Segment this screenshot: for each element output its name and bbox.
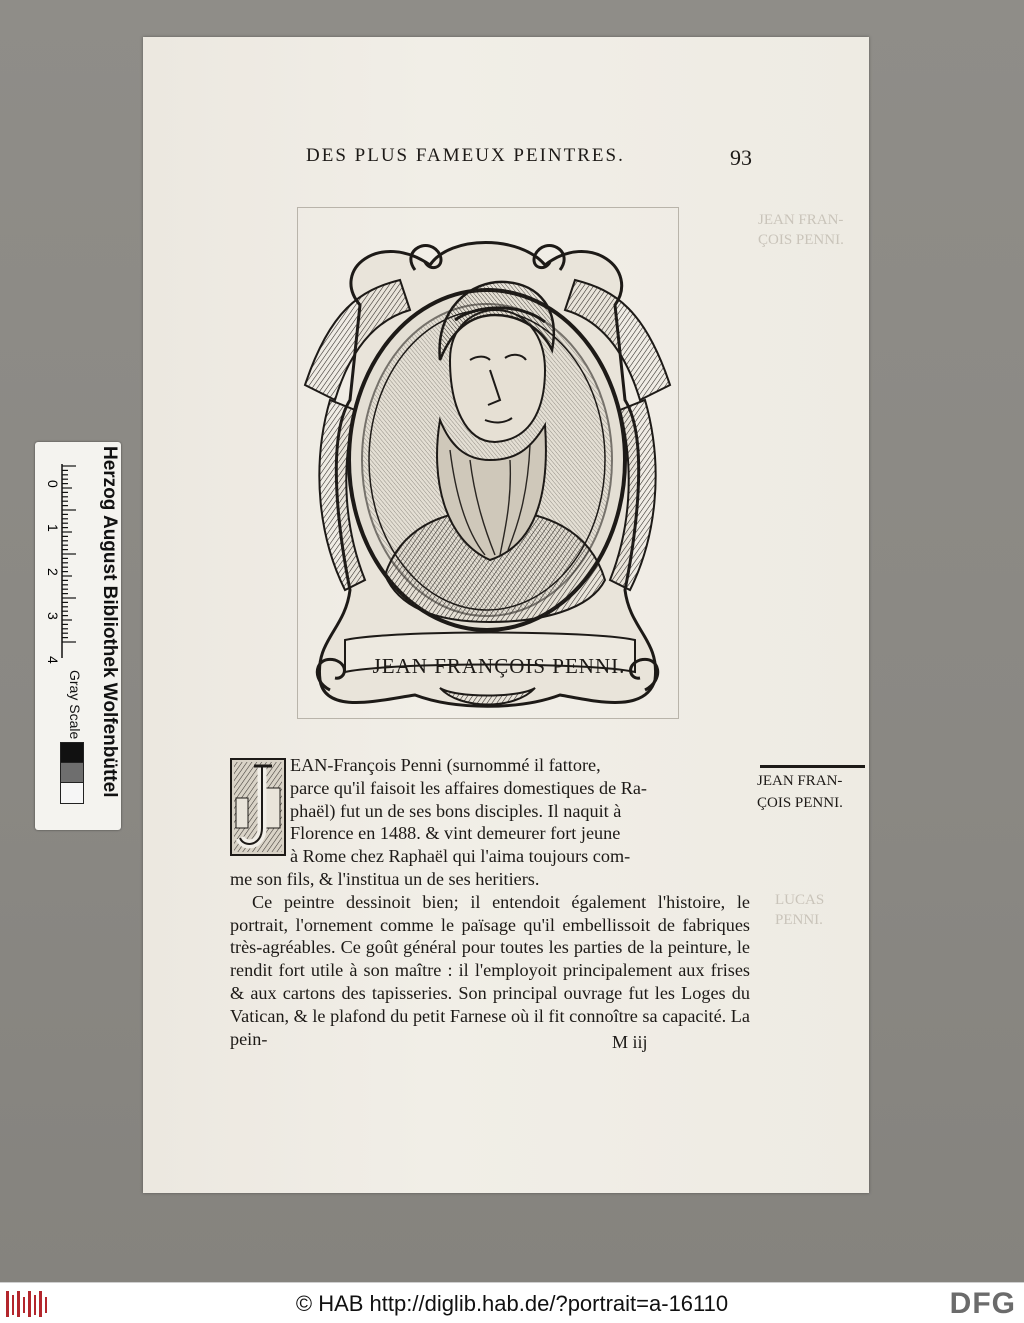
gray-patch-dark bbox=[60, 742, 84, 764]
text-line: parce qu'il faisoit les affaires domestiques de Ra- bbox=[290, 777, 647, 798]
ruler-tick-label: 1 bbox=[45, 524, 61, 532]
margin-note bbox=[757, 770, 867, 814]
portrait-caption: JEAN FRANÇOIS PENNI. bbox=[372, 654, 626, 678]
text-line: me son fils, & l'institua un de ses heritiers. bbox=[230, 868, 540, 889]
ruler-tick-label: 4 bbox=[45, 656, 61, 664]
footer-copyright-link[interactable]: © HAB http://diglib.hab.de/?portrait=a-16110 bbox=[295, 1291, 729, 1316]
folio-signature: M iij bbox=[612, 1032, 648, 1052]
text-line: à Rome chez Raphaël qui l'aima toujours com- bbox=[290, 846, 631, 867]
ruler-tick-label: 0 bbox=[45, 480, 61, 488]
engraved-portrait bbox=[290, 210, 685, 730]
dfg-logo: DFG bbox=[949, 1287, 1016, 1320]
gray-patch-light bbox=[60, 782, 84, 804]
page-number: 93 bbox=[730, 145, 752, 170]
text-line: Florence en 1488. & vint demeurer fort jeune bbox=[290, 823, 621, 844]
footer-bar bbox=[0, 1282, 1024, 1323]
show-through-text: ÇOIS PENNI. bbox=[758, 232, 844, 248]
show-through-text: PENNI. bbox=[775, 912, 823, 928]
margin-rule bbox=[760, 765, 865, 768]
body-text bbox=[230, 754, 750, 1050]
paragraph-1 bbox=[230, 754, 750, 891]
ruler-title: Herzog August Bibliothek Wolfenbüttel bbox=[99, 446, 120, 798]
gray-patch-mid bbox=[60, 762, 84, 784]
show-through-text: LUCAS bbox=[775, 892, 825, 908]
paragraph-2: Ce peintre dessinoit bien; il entendoit également l'histoire, le portrait, l'ornement comme le païsage qu'il embellissoit de fabriques très-agréables. Ce goût général pour toutes les parties de la peinture, le rendit fort utile à son maître : il l'employoit principalement aux frises & aux cartons des tapisseries. Son principal ouvrage fut les Loges du Vatican, & le plafond du petit Farnese où il fit connoître sa capacité. La pein- bbox=[230, 891, 750, 1049]
text-line: phaël) fut un de ses bons disciples. Il naquit à bbox=[290, 800, 622, 821]
ruler-scale bbox=[38, 452, 88, 672]
ruler-tick-label: 2 bbox=[45, 568, 61, 576]
gray-scale-label: Gray Scale bbox=[67, 670, 83, 740]
ruler-tick-label: 3 bbox=[45, 612, 61, 620]
text-line: EAN-François Penni (surnommé il fattore, bbox=[290, 755, 601, 775]
margin-note-line: ÇOIS PENNI. bbox=[757, 795, 843, 811]
running-head: DES PLUS FAMEUX PEINTRES. bbox=[306, 145, 625, 166]
margin-note-line: JEAN FRAN- bbox=[757, 773, 843, 789]
show-through-text: JEAN FRAN- bbox=[758, 212, 844, 228]
